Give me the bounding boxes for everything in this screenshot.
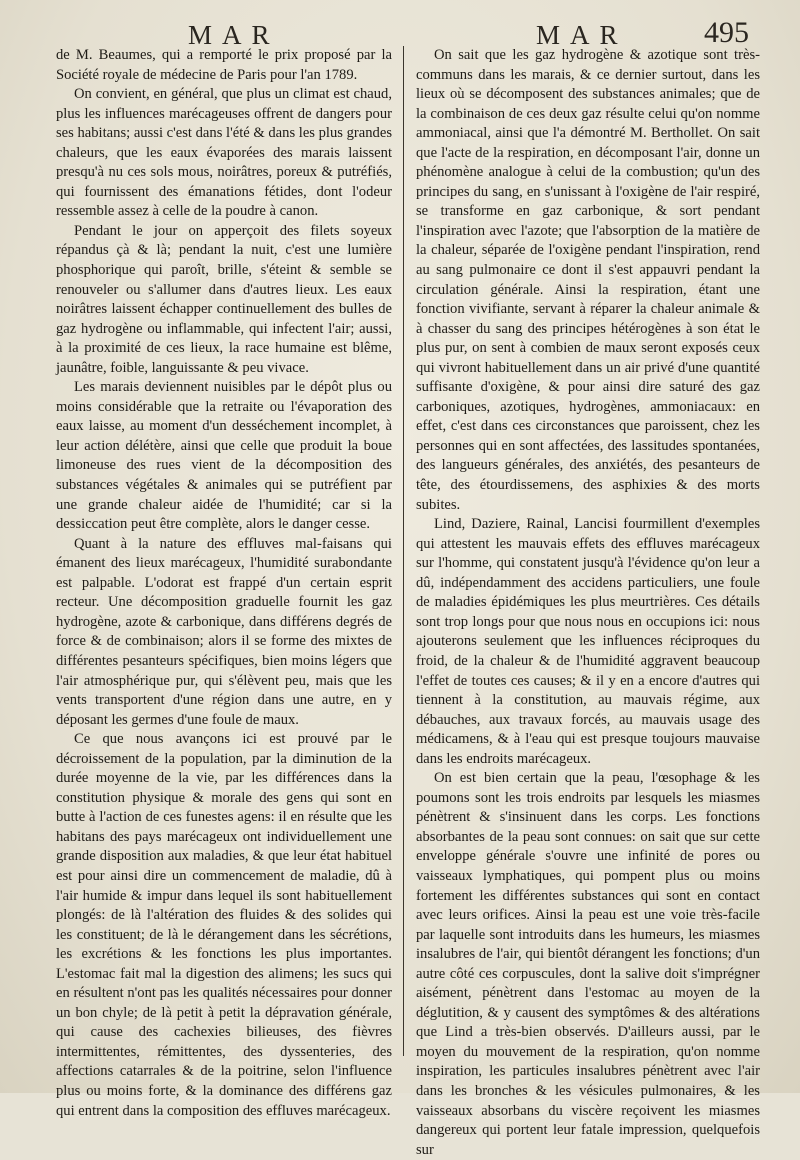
header-left-word: MAR [188, 20, 280, 50]
paragraph: Lind, Daziere, Rainal, Lancisi fourmillent d'exemples qui attestent les mauvais effets des effluves marécageux sur l'homme, qui constatent jusqu'à l'évidence qu'on leur a dû, indépendamment des accidens particuliers, une foule de maladies épidémiques les plus meurtrières. Ces détails sont trop longs pour que nous nous en occupions ici: nous ajouterons seulement que les influences réciproques du froid, de la chaleur & de l'humidité aggravent beaucoup l'effet de toutes ces causes; & il y en a encore d'autres qui tiennent à la constitution, au mauvais régime, aux débauches, aux travaux forcés, au mauvais usage des médicamens, & à l'eau qui est presque toujours mauvaise dans les endroits marécageux. [416, 516, 760, 767]
paragraph: Quant à la nature des effluves mal-faisans qui émanent des lieux marécageux, l'humidité surabondante est palpable. L'odorat est frappé d'un certain esprit recteur. Une décomposition graduelle fournit les gaz hydrogène, azote & carbonique, dans différens degrés de force & de combinaison; alors il se forme des mixtes de différentes pesanteurs spécifiques, bien moins légers que l'air atmosphérique pur, qui s'élèvent peu, mais que les vents transportent d'une région dans une autre, en y déposant les germes d'une foule de maux. [56, 535, 392, 728]
running-header [0, 14, 800, 48]
header-right-word: MAR [536, 20, 628, 50]
right-column [416, 46, 760, 1158]
paragraph: Pendant le jour on apperçoit des filets soyeux répandus çà & là; pendant la nuit, c'est une lumière phosphorique qui paroît, brille, s'éteint & semble se renouveler ou s'allumer dans d'autres lieux. Les eaux noirâtres laissent échapper continuellement des bulles de gaz hydrogène ou inflammable, qui infectent l'air; aussi, à la proximité de ces lieux, la race humaine est blême, jaunâtre, foible, languissante & peu vivace. [56, 222, 392, 376]
paragraph: de M. Beaumes, qui a remporté le prix proposé par la Société royale de médecine de Paris pour l'an 1789. [56, 47, 392, 83]
paragraph: Les marais deviennent nuisibles par le dépôt plus ou moins considérable que la retraite ou l'évaporation des eaux laisse, au moment d'un desséchement incomplet, à leur action délétère, ainsi que celle que produit la boue limoneuse des rues vient de la décomposition des substances végétales & animales qui se putréfient par une grande chaleur aidée de l'humidité; car si la dessiccation peut être complète, alors le danger cesse. [56, 379, 392, 533]
paragraph: Ce que nous avançons ici est prouvé par le décroissement de la population, par la diminution de la durée moyenne de la vie, par les différences dans la constitution physique & morale des gens qui sont en butte à l'action de ces funestes agens: il en résulte que les habitans des pays marécageux ont individuellement une grande disposition aux maladies, & que leur état habituel est pour ainsi dire un commencement de maladie, dû à l'air humide & impur dans lequel ils sont habituellement plongés: de là l'altération des fluides & des solides qui les constituent; de là le dérangement dans les sécrétions, les excrétions & les fonctions les plus importantes. L'estomac fait mal la digestion des alimens; les sucs qui en résultent n'ont pas les qualités nécessaires pour donner un bon chyle; de là petit à petit la dépravation générale, qui cause des cachexies bilieuses, des fièvres intermittentes, rémittentes, des dyssenteries, des affections catarrales & de la poitrine, selon l'influence plus ou moins forte, & la dominance des différens gaz qui entrent dans la composition des effluves marécageux. [56, 731, 392, 1119]
paragraph: On sait que les gaz hydrogène & azotique sont très-communs dans les marais, & ce dernier surtout, dans les lieux où se décomposent des substances animales; que de la combinaison de ces deux gaz résulte celui qu'on nomme ammoniacal, ainsi que l'a démontré M. Berthollet. On sait que l'acte de la respiration, en décomposant l'air, donne un phénomène analogue à celui de la combustion; qu'un des principes du sang, en s'unissant à l'oxigène de l'air respiré, se transforme en gaz carbonique, & sort pendant l'inspiration avec l'azote; que l'absorption de la matière de la chaleur, séparée de l'oxigène pendant l'inspiration, rend au sang pulmonaire ce dont il s'est appauvri pendant la circulation générale. Ainsi la respiration, étant une fonction vivifiante, servant à réparer la chaleur animale & à chasser du sang des principes hétérogènes à son état le plus pur, on sent à combien de maux seront exposés ceux qui vivront habituellement dans un air privé d'une quantité suffisante d'oxigène, & pour ainsi dire saturé des gaz carboniques, azotiques, hydrogènes, ammoniacaux: en effet, c'est dans ces circonstances que paroissent, chez les personnes qui en sont affectées, des lassitudes spontanées, des langueurs générales, des anxiétés, des pesanteurs de tête, des étourdissemens, des asphixies & des morts subites. [416, 47, 760, 513]
page-number: 495 [704, 16, 749, 49]
left-column [56, 46, 392, 1119]
paragraph: On est bien certain que la peau, l'œsophage & les poumons sont les trois endroits par lesquels les miasmes pénètrent & s'insinuent dans les corps. Les fonctions absorbantes de la peau sont connues: on sait que sur cette enveloppe générale s'ouvre une infinité de pores ou vaisseaux lymphatiques, qui pompent plus ou moins fortement les différentes substances qui sont en contact avec leurs orifices. Ainsi la peau est une voie très-facile par laquelle sont introduits dans les humeurs, les miasmes insalubres de l'air, qui bientôt dérangent les fonctions; d'un autre côté ces corpuscules, dont la salive doit s'imprégner aisément, pénètrent dans l'estomac au moyen de la déglutition, & y causent des symptômes & des altérations que Lind a très-bien observés. D'ailleurs aussi, par le moyen du mouvement de la respiration, qu'on nomme inspiration, les particules insalubres pénètrent avec l'air dans les bronches & les vésicules pulmonaires, & les vaisseaux absorbans du viscère reçoivent les miasmes dangereux qui portent leur fatale impression, quelquefois sur [416, 770, 760, 1158]
column-rule [403, 46, 404, 1056]
paragraph: On convient, en général, que plus un climat est chaud, plus les influences marécageuses offrent de dangers pour ses habitans; aussi c'est dans l'été & dans les plus grandes chaleurs, que les eaux évaporées des marais laissent presqu'à nu ces sols mous, noirâtres, poreux & putréfiés, qui fournissent des émanations fétides, dont l'odeur ressemble assez à celle de la poudre à canon. [56, 86, 392, 220]
